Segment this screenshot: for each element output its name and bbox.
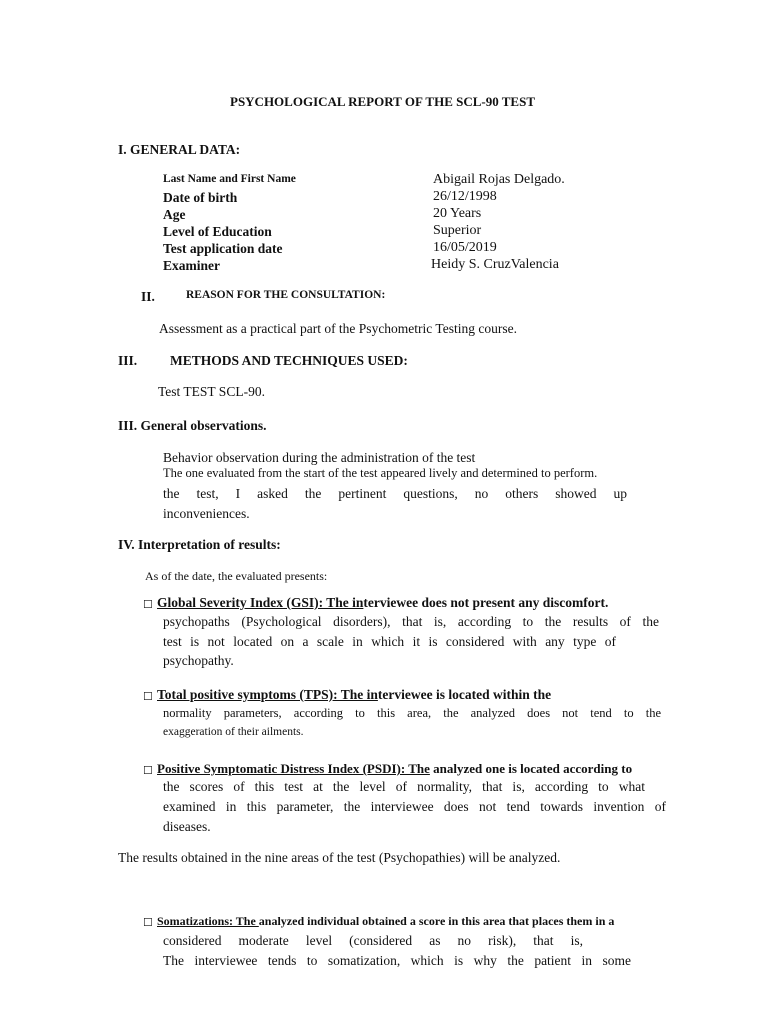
general-data-heading: I. GENERAL DATA: — [118, 142, 241, 157]
gsi-line-3: psychopathy. — [163, 653, 234, 668]
psdi-line-3: diseases. — [163, 819, 211, 834]
tps-bullet — [143, 687, 551, 703]
somatizations-bullet — [143, 914, 614, 929]
page-title: PSYCHOLOGICAL REPORT OF THE SCL-90 TEST — [230, 94, 535, 109]
reason-text: Assessment as a practical part of the Psychometric Testing course. — [159, 321, 517, 336]
section-3-number: III. — [118, 353, 138, 368]
gsi-statement: terviewee does not present any discomfort. — [363, 595, 609, 610]
interpretation-intro: As of the date, the evaluated presents: — [145, 569, 328, 583]
observations-line-4: inconveniences. — [163, 506, 250, 521]
gsi-bullet — [143, 595, 608, 611]
value-test-date: 16/05/2019 — [433, 240, 497, 255]
reason-heading: REASON FOR THE CONSULTATION: — [186, 289, 386, 301]
value-education: Superior — [433, 223, 482, 238]
label-dob: Date of birth — [163, 190, 238, 205]
label-age: Age — [163, 207, 186, 222]
methods-heading: METHODS AND TECHNIQUES USED: — [170, 353, 408, 368]
section-2-number: II. — [141, 289, 155, 304]
results-closing: The results obtained in the nine areas of the test (Psychopathies) will be analyzed. — [118, 850, 561, 865]
observations-heading: III. General observations. — [118, 418, 267, 433]
value-examiner: Heidy S. CruzValencia — [431, 257, 559, 272]
somatizations-line-2: The interviewee tends to somatization, which is why the patient in some — [163, 953, 631, 968]
label-education: Level of Education — [163, 224, 272, 239]
value-age: 20 Years — [433, 206, 482, 221]
somatizations-statement: analyzed individual obtained a score in this area that places them in a — [258, 914, 615, 928]
observations-line-1: Behavior observation during the administration of the test — [163, 450, 476, 465]
psdi-title: Positive Symptomatic Distress Index (PSDI): The — [157, 761, 430, 776]
interpretation-heading: IV. Interpretation of results: — [118, 537, 281, 552]
tps-title: Total positive symptoms (TPS): The in — [157, 687, 378, 702]
value-dob: 26/12/1998 — [433, 189, 497, 204]
observations-line-2: The one evaluated from the start of the test appeared lively and determined to perform. — [163, 466, 598, 480]
tps-line-1: normality parameters, according to this area, the analyzed does not tend to the — [163, 706, 661, 720]
somatizations-title: Somatizations: The — [157, 914, 259, 928]
gsi-line-2: test is not located on a scale in which it is considered with any type of — [163, 634, 616, 649]
label-test-date: Test application date — [163, 241, 283, 256]
checkbox-icon: ☐ — [143, 599, 153, 611]
checkbox-icon: ☐ — [143, 691, 153, 703]
psdi-statement: analyzed one is located according to — [429, 761, 633, 776]
methods-text: Test TEST SCL-90. — [158, 384, 265, 399]
tps-statement: terviewee is located within the — [377, 687, 552, 702]
label-name: Last Name and First Name — [163, 173, 296, 185]
psdi-bullet — [143, 761, 632, 777]
somatizations-line-1: considered moderate level (considered as no risk), that is, — [163, 933, 583, 948]
psdi-line-1: the scores of this test at the level of normality, that is, according to what — [163, 779, 645, 794]
value-name: Abigail Rojas Delgado. — [433, 172, 565, 187]
checkbox-icon: ☐ — [143, 917, 153, 929]
checkbox-icon: ☐ — [143, 765, 153, 777]
tps-line-2: exaggeration of their ailments. — [163, 726, 304, 738]
gsi-title: Global Severity Index (GSI): The in — [157, 595, 364, 610]
label-examiner: Examiner — [163, 258, 220, 273]
psdi-line-2: examined in this parameter, the interviewee does not tend towards invention of — [163, 799, 666, 814]
observations-line-3: the test, I asked the pertinent questions, no others showed up — [163, 486, 627, 501]
gsi-line-1: psychopaths (Psychological disorders), that is, according to the results of the — [163, 614, 659, 629]
